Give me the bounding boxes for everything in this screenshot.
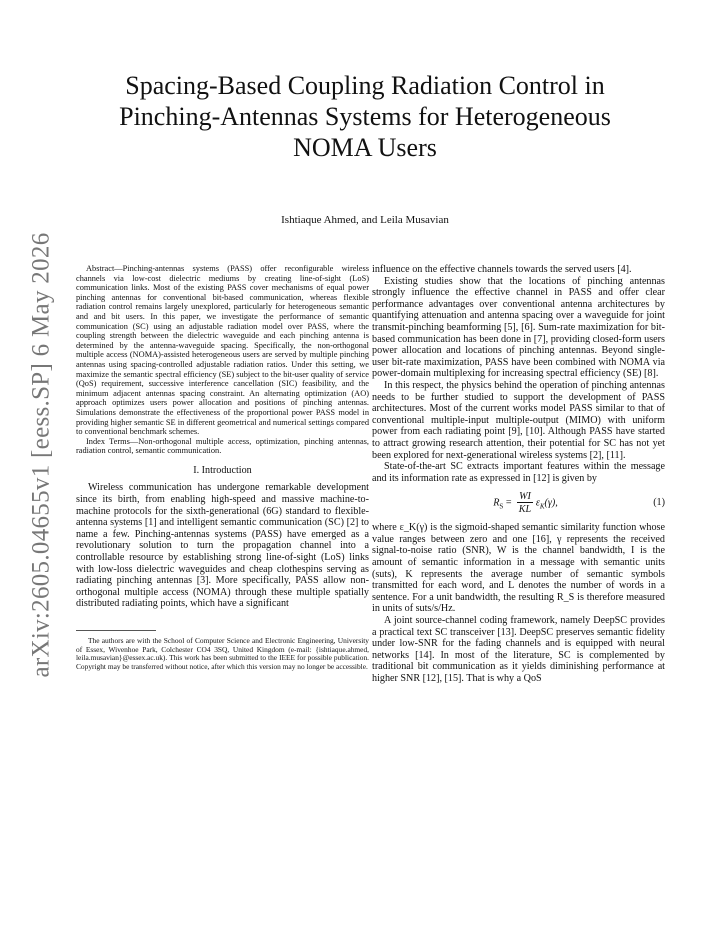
intro-paragraph-4: State-of-the-art SC extracts important features within the message and its information rate as expressed in [12] is given by [372,461,665,484]
equation-body [372,491,639,515]
right-column [372,264,665,685]
intro-paragraph-continued: influence on the effective channels towards the served users [4]. [372,264,632,275]
abstract-text: Abstract—Pinching-antennas systems (PASS) offer reconfigurable wireless channels via low-cost dielectric mediums by creating line-of-sight (LoS) communication links. Most of the existing PASS cover mechanisms of equal power pinching antennas for conventional bit-based communication, whereas flexible radiation control remains largely unexplored, particularly for heterogeneous semantic and and bit users. In this paper, we investigate the performance of semantic communication (SC) using an adjustable radiation model over PASS, where the coupling strength between the dielectric waveguide and each pinching antenna is determined by the antenna-waveguide spacing. Specifically, the non-orthogonal multiple access (NOMA)-assisted heterogeneous users are served by multiple pinching antennas using spacing-controlled adjustable radiation ratios. Under this setting, we maximize the semantic spectral efficiency (SE) subject to the bit-user quality of service (QoS) requirement, successive interference cancellation (SIC) feasibility, and the minimum adjacent antennas spacing constraint. An alternating optimization (AO) approach optimizes users power allocation and positions of pinching antennas. Simulations demonstrate the effectiveness of the proportional power PASS model in providing higher semantic SE in different geometrical and numerical settings compared to conventional benchmark schemes. [76,264,369,437]
author-affiliation-footnote: The authors are with the School of Computer Science and Electronic Engineering, University of Essex, Wivenhoe Park, Colchester CO4 3SQ, United Kingdom (e-mail: {ishtiaque.ahmed, leila.musavian}@essex.ac.uk). This work has been submitted to the IEEE for possible publication. Copyright may be transferred without notice, after which this version may no longer be accessible. [76,636,369,671]
abstract-block [76,264,369,456]
title-line-3: NOMA Users [293,133,437,162]
index-terms: Index Terms—Non-orthogonal multiple access, optimization, pinching antennas, radiation control, semantic communication. [76,436,369,456]
title-line-1: Spacing-Based Coupling Radiation Control in [125,71,605,100]
arxiv-id-text: arXiv:2605.04655v1 [eess.SP] 6 May 2026 [27,232,55,678]
equation-lhs: R [493,497,500,509]
equation-denominator: KL [518,504,532,516]
intro-paragraph-2: Existing studies show that the locations of pinching antennas strongly influence the effective channel in PASS and offer clear performance advantages over conventional antenna architectures by quantifying attenuation and antenna spacing over a waveguide for joint transmit-pinching beamforming [5], [6]. Sum-rate maximization for bit-based communication has been done in [7], providing closed-form users power allocation and locations of pinching antennas. Beyond single-user bit-rate maximization, PASS have been combined with NOMA via power-domain multiplexing for increasing spectral efficiency (SE) [8]. [372,275,665,380]
equation-1 [372,486,665,520]
intro-paragraph-5: where ε_K(γ) is the sigmoid-shaped semantic similarity function whose value ranges between zero and one [16], γ represents the received signal-to-noise ratio (SNR), W is the channel bandwidth, I is the amount of semantic information in a message with semantic units (suts), K represents the average number of semantic symbols transmitted for each word, and L denotes the number of words in a sentence. For a unit bandwidth, the resulting R_S is therefore measured in units of suts/s/Hz. [372,522,665,615]
equation-fraction [517,491,533,515]
equation-rhs-arg: (γ), [544,497,558,509]
intro-paragraph-6: A joint source-channel coding framework, namely DeepSC provides a practical text SC transceiver [13]. DeepSC preserves semantic fidelity under low-SNR for the fading channels and is equipped with neural networks [14]. In most of the literature, SC is complemented by traditional bit communication as it yields diminishing performance at higher SNR [12], [15]. That is why a QoS [372,615,665,684]
section-heading-introduction: I. Introduction [193,464,252,476]
paper-title [80,70,650,163]
left-column [76,264,369,671]
equation-lhs-sub: S [499,502,504,511]
footnote-divider [76,630,156,631]
equation-rhs: ε [535,497,540,509]
equation-number: (1) [653,497,665,509]
intro-paragraph-3: In this respect, the physics behind the operation of pinching antennas needs to be further studied to support the development of PASS architectures. Most of the current works model PASS similar to that of conventional multiple-input multiple-output (MIMO) with uniform power from each radiating point [9], [10]. Although PASS have started to attract growing research attention, their potential for SC has not yet been explored for next-generational wireless systems [2], [11]. [372,379,665,461]
author-list: Ishtiaque Ahmed, and Leila Musavian [281,214,449,226]
equation-rhs-sub: K [539,502,545,511]
arxiv-side-identifier [6,232,76,678]
title-line-2: Pinching-Antennas Systems for Heterogeneous [119,102,611,131]
equation-equals: = [503,497,515,509]
intro-paragraph-1: Wireless communication has undergone remarkable development since its birth, from enabling high-speed and massive machine-to-machine protocols for the sixth-generational (6G) standard to flexible-antenna systems [1] and intelligent semantic communication (SC) [2] to name a few. Pinching-antennas systems (PASS) have emerged as a revolutionary solution to turn the propagation channel into a controllable resource by establishing strong line-of-sight (LoS) links with low-loss dielectric waveguides and cheap clothespins serving as radiating pinching antennas [3]. More specifically, PASS allow non-orthogonal multiple access (NOMA) through these multiple spatially distributed radiating points, which have a significant [76,482,369,610]
equation-numerator: WI [519,491,531,503]
